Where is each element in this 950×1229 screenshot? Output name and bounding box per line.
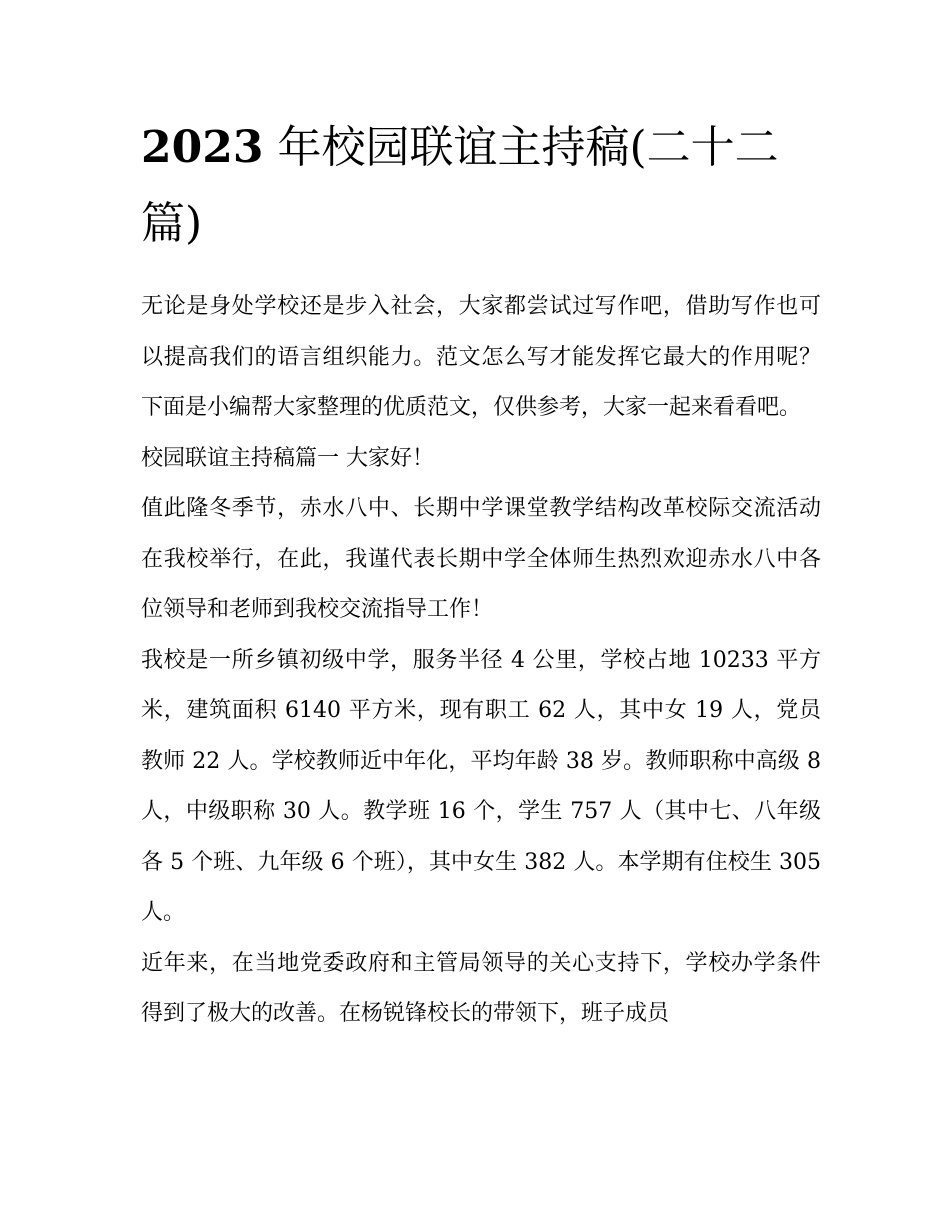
recent-years-paragraph: 近年来，在当地党委政府和主管局领导的关心支持下，学校办学条件得到了极大的改善。在杨锐锋校长的带领下，班子成员 [141, 950, 821, 1026]
title-year: 2023 [141, 122, 264, 173]
title-text: 年校园联谊主持稿(二十二篇) [141, 122, 779, 249]
document-title [141, 110, 781, 262]
intro-paragraph: 无论是身处学校还是步入社会，大家都尝试过写作吧，借助写作也可以提高我们的语言组织能力。范文怎么写才能发挥它最大的作用呢？下面是小编帮大家整理的优质范文，仅供参考，大家一起来看看吧。 [141, 294, 821, 420]
section-heading-paragraph: 校园联谊主持稿篇一 大家好！ [141, 445, 434, 471]
document-content [141, 110, 821, 1040]
welcome-paragraph: 值此隆冬季节，赤水八中、长期中学课堂教学结构改革校际交流活动在我校举行，在此，我谨代表长期中学全体师生热烈欢迎赤水八中各位领导和老师到我校交流指导工作！ [141, 496, 821, 622]
school-info-paragraph: 我校是一所乡镇初级中学，服务半径 4 公里，学校占地 10233 平方米，建筑面积 6140 平方米，现有职工 62 人，其中女 19 人，党员教师 22 人。学校教师近中年化，平均年龄 38 岁。教师职称中高级 8 人，中级职称 30 人。教学班 16 个，学生 757 人（其中七、八年级各 5 个班、九年级 6 个班），其中女生 382 人。本学期有住校生 305 人。 [141, 647, 821, 925]
document-body [141, 282, 821, 1040]
